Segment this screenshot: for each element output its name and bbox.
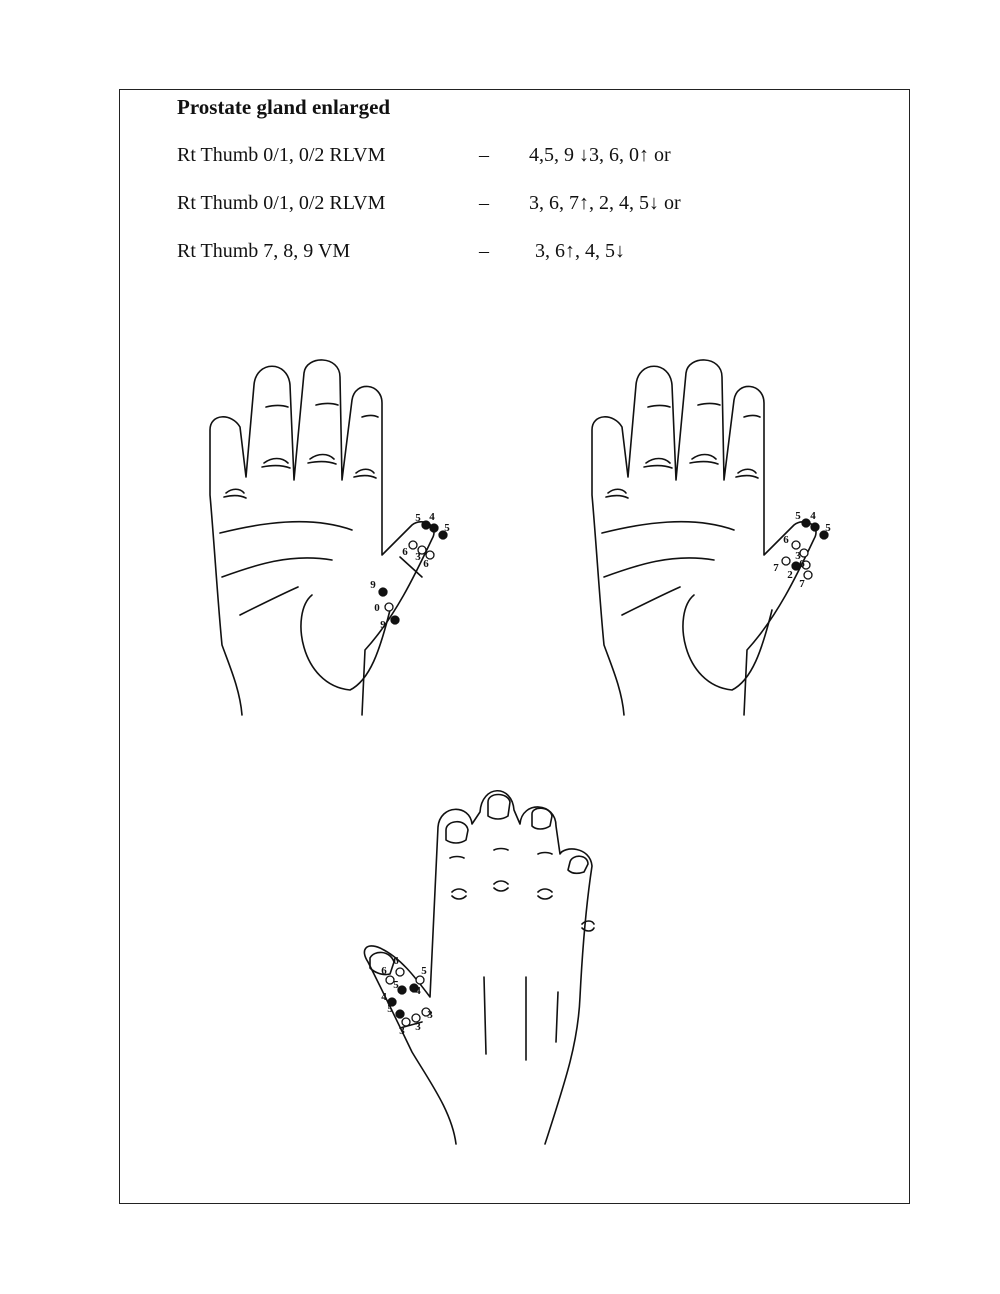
point-number-label: 7 (773, 562, 779, 574)
point-number-label: 6 (783, 534, 789, 546)
open-point-marker (396, 968, 404, 976)
row-dash: – (479, 144, 489, 166)
point-number-label: 6 (393, 955, 399, 967)
page-title: Prostate gland enlarged (177, 95, 391, 119)
point-number-label: 4 (810, 510, 816, 522)
point-number-label: 3 (427, 1009, 433, 1021)
filled-point-marker (396, 1010, 404, 1018)
point-number-label: 5 (795, 510, 801, 522)
row-label: Rt Thumb 7, 8, 9 VM (177, 240, 351, 262)
row-value: 4,5, 9 ↓3, 6, 0↑ or (529, 144, 671, 166)
open-point-marker (800, 549, 808, 557)
point-number-label: 2 (787, 569, 793, 581)
point-number-label: 6 (799, 558, 805, 570)
row-label: Rt Thumb 0/1, 0/2 RLVM (177, 144, 386, 166)
point-number-label: 3 (415, 551, 421, 563)
open-point-marker (409, 541, 417, 549)
row-value: 3, 6↑, 4, 5↓ (535, 240, 625, 262)
point-number-label: 3 (795, 550, 801, 562)
point-number-label: 5 (825, 522, 831, 534)
point-number-label: 3 (399, 1025, 405, 1037)
right-back-hand-diagram (360, 782, 620, 1152)
open-point-marker (792, 541, 800, 549)
row-value: 3, 6, 7↑, 2, 4, 5↓ or (529, 192, 681, 214)
filled-point-marker (802, 519, 810, 527)
point-number-label: 9 (370, 579, 376, 591)
point-number-label: 4 (415, 985, 421, 997)
point-number-label: 5 (393, 979, 399, 991)
point-number-label: 5 (444, 522, 450, 534)
open-point-marker (385, 603, 393, 611)
point-number-label: 5 (387, 1003, 393, 1015)
right-palm-diagram-1 (200, 355, 460, 720)
point-number-label: 5 (415, 512, 421, 524)
point-number-label: 0 (374, 602, 380, 614)
row-label: Rt Thumb 0/1, 0/2 RLVM (177, 192, 386, 214)
open-point-marker (782, 557, 790, 565)
point-number-label: 7 (799, 578, 805, 590)
filled-point-marker (391, 616, 399, 624)
open-point-marker (416, 976, 424, 984)
point-number-label: 4 (429, 511, 435, 523)
open-point-marker (804, 571, 812, 579)
filled-point-marker (811, 523, 819, 531)
filled-point-marker (379, 588, 387, 596)
point-number-label: 4 (381, 991, 387, 1003)
point-number-label: 9 (380, 619, 386, 631)
point-number-label: 6 (423, 558, 429, 570)
row-dash: – (479, 192, 489, 214)
row-dash: – (479, 240, 489, 262)
point-number-label: 5 (421, 965, 427, 977)
right-palm-diagram-2 (582, 355, 842, 720)
point-number-label: 3 (415, 1021, 421, 1033)
filled-point-marker (398, 986, 406, 994)
point-number-label: 6 (381, 965, 387, 977)
point-number-label: 6 (402, 546, 408, 558)
filled-point-marker (430, 524, 438, 532)
